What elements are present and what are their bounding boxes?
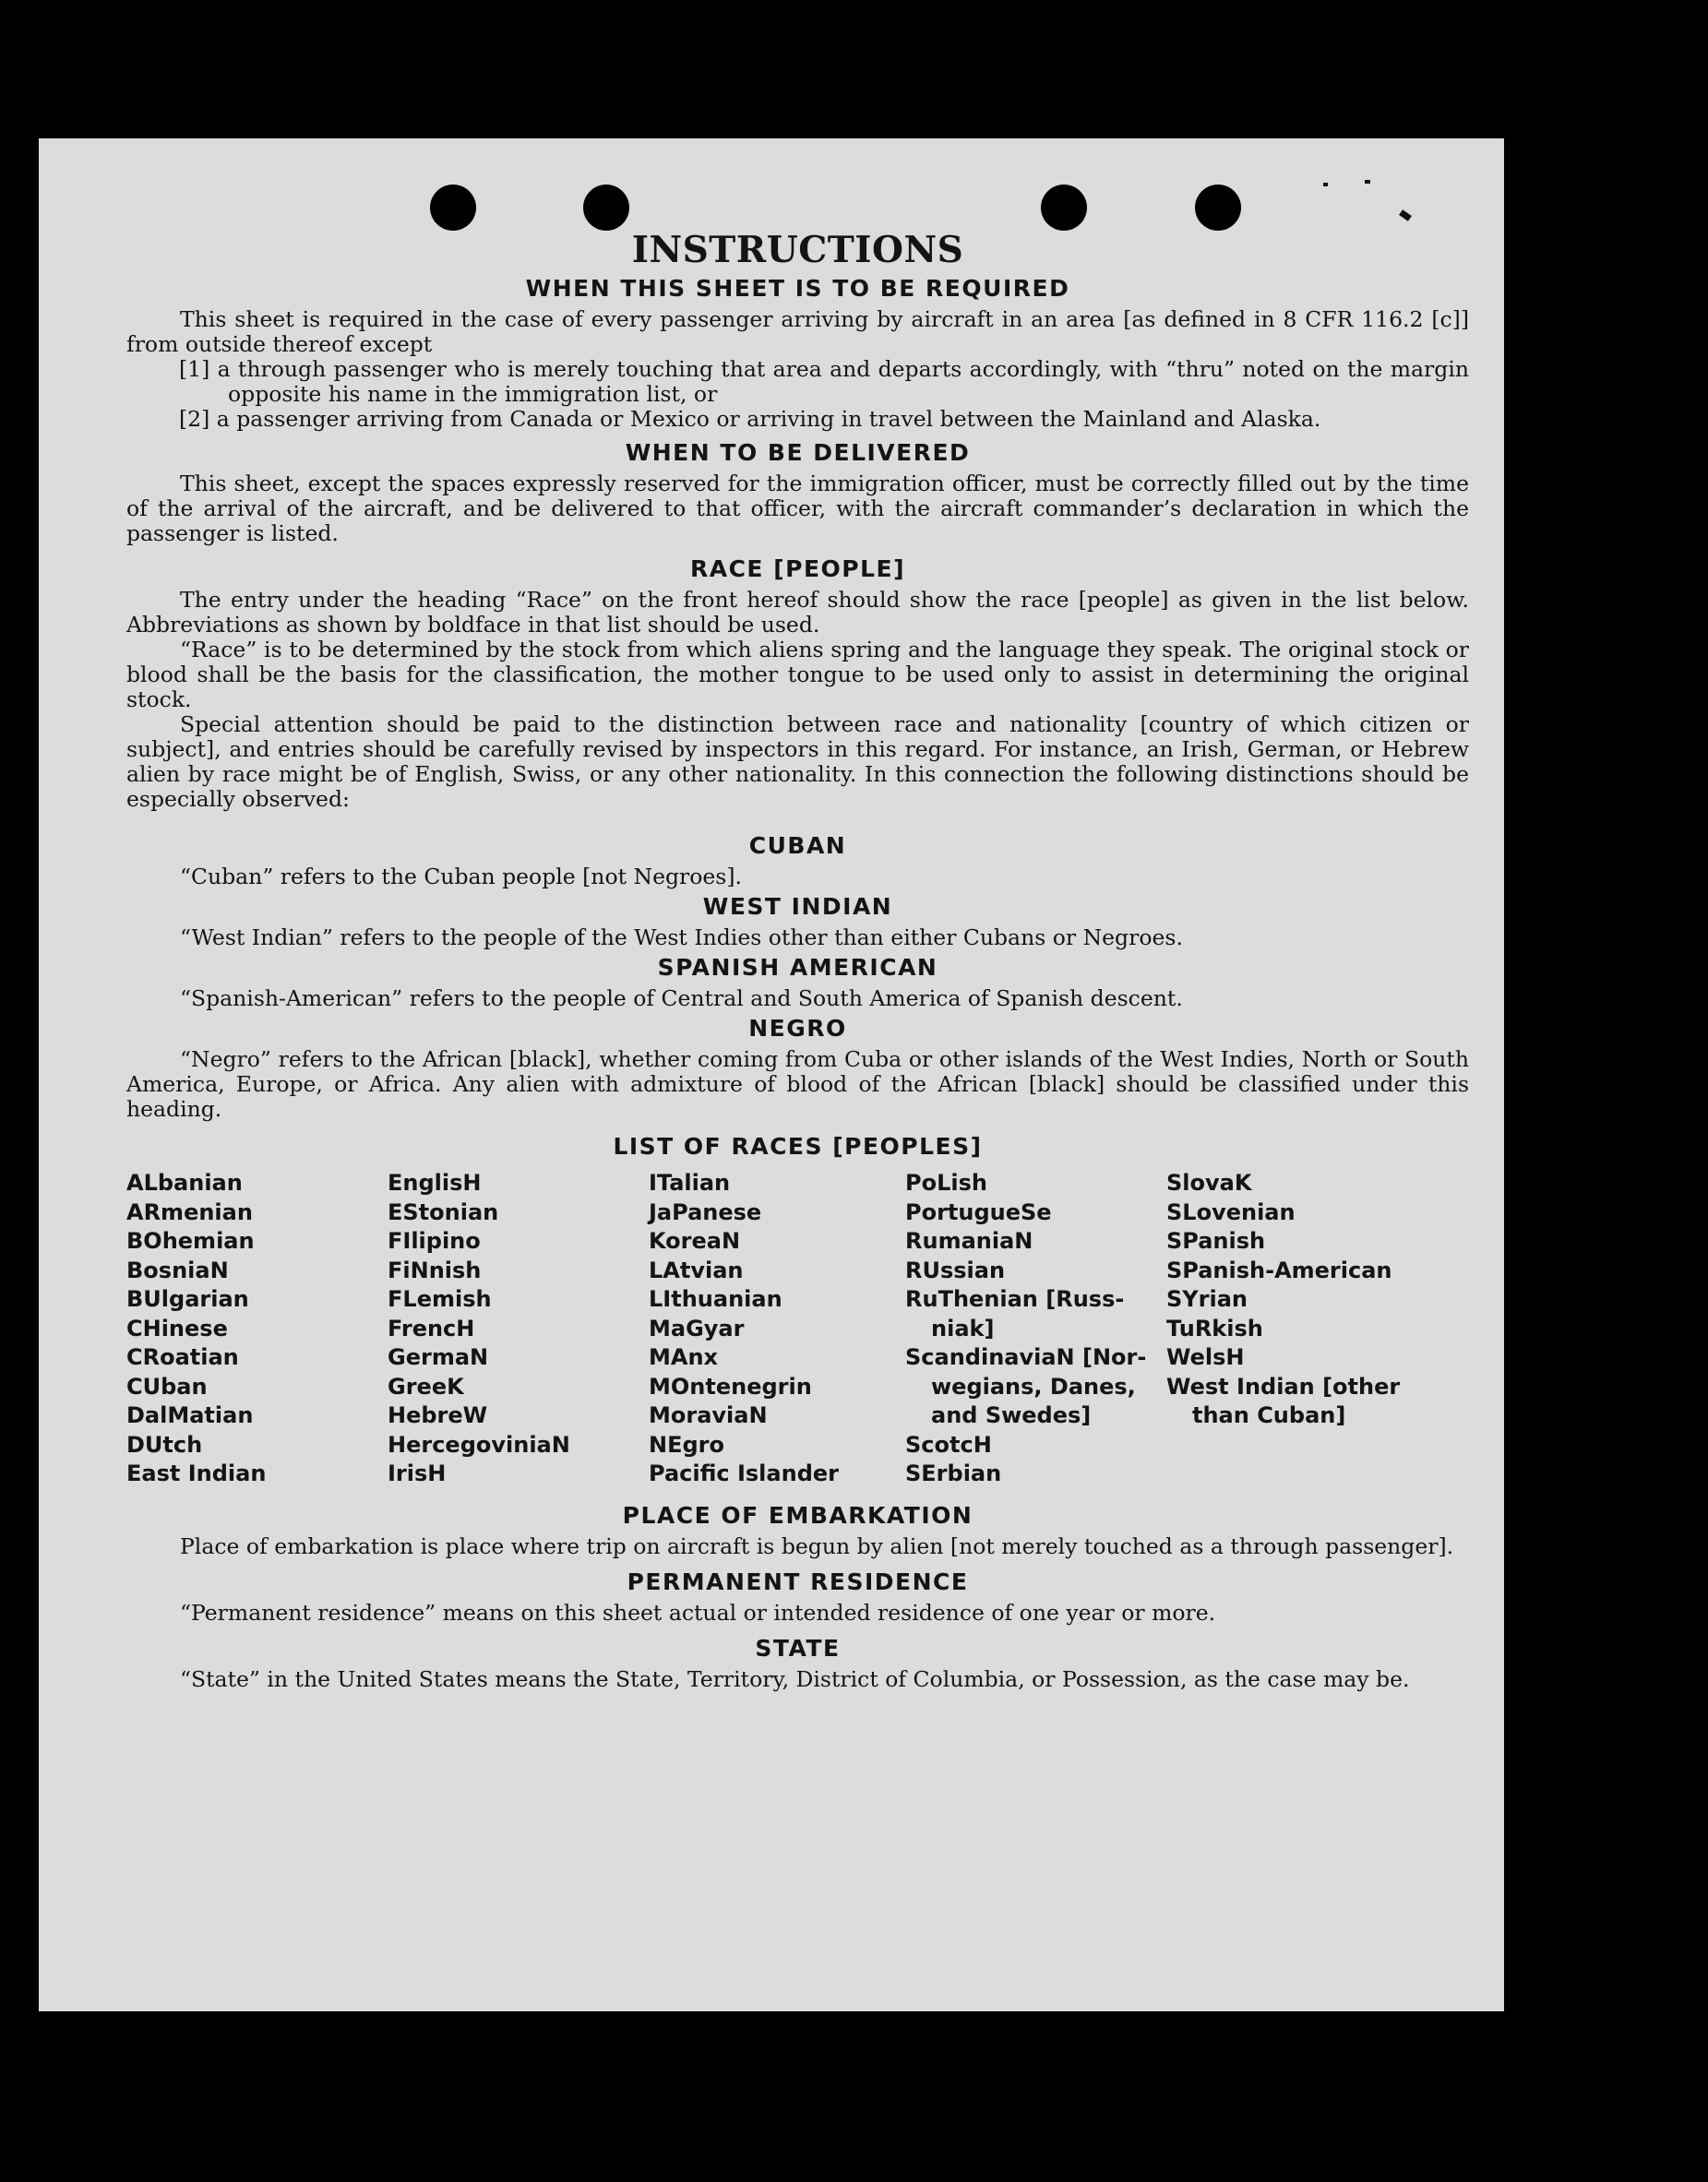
race-item: GermaN	[388, 1344, 489, 1370]
race-item: DUtch	[126, 1431, 203, 1458]
race-item: ITalian	[649, 1170, 731, 1196]
race-column-5	[1166, 1169, 1443, 1489]
race-paragraph-3: Special attention should be paid to the distinction between race and nationality [country of which citizen or subject], and entries should be carefully revised by inspectors in this regard. For instance, an Irish, German, or Hebrew alien by race might be of English, Swiss, or any other nationality. In this connection the following distinctions should be especially observed:	[126, 711, 1469, 812]
race-item: SYrian	[1166, 1286, 1248, 1312]
cuban-text: “Cuban” refers to the Cuban people [not Negroes].	[180, 864, 743, 889]
delivered-text: This sheet, except the spaces expressly reserved for the immigration officer, must be correctly filled out by the time of the arrival of the aircraft, and be delivered to that officer, with the aircraft commander’s declaration in which the passenger is listed.	[126, 471, 1469, 546]
race-item: NEgro	[649, 1431, 724, 1458]
race-item: SlovaK	[1166, 1170, 1252, 1196]
race-item: ALbanian	[126, 1170, 243, 1196]
race-item: RumaniaN	[905, 1228, 1033, 1254]
race-column-4	[905, 1169, 1166, 1489]
race-item: SPanish-American	[1166, 1257, 1392, 1283]
west-indian-heading: WEST INDIAN	[702, 893, 893, 920]
race-list	[126, 1169, 1469, 1489]
document-sheet	[39, 138, 1504, 2011]
race-item: HercegoviniaN	[388, 1431, 570, 1458]
race-item: PortugueSe	[905, 1198, 1052, 1225]
race-item: ScotcH	[905, 1431, 992, 1458]
race-item: SErbian	[905, 1461, 1002, 1486]
race-item: West Indian [other	[1166, 1373, 1401, 1400]
race-item: CUban	[126, 1373, 208, 1400]
embarkation-text: Place of embarkation is place where trip on aircraft is begun by alien [not merely touched as a through passenger].	[180, 1532, 1454, 1559]
instructions-content	[126, 229, 1469, 1692]
required-item-1: [1] a through passenger who is merely touching that area and departs accordingly, with “thru” noted on the margin opposite his name in the immigration list, or	[179, 356, 1469, 407]
race-item: FLemish	[388, 1286, 492, 1312]
race-item: WelsH	[1166, 1344, 1245, 1370]
race-item: FrencH	[388, 1315, 475, 1341]
race-column-1	[126, 1169, 388, 1489]
punch-hole	[583, 185, 629, 231]
race-item: ARmenian	[126, 1198, 253, 1225]
required-heading: WHEN THIS SHEET IS TO BE REQUIRED	[525, 275, 1070, 302]
spanish-american-heading: SPANISH AMERICAN	[657, 954, 938, 981]
spanish-american-text: “Spanish-American” refers to the people of Central and South America of Spanish descent.	[180, 985, 1183, 1011]
race-item: wegians, Danes,	[931, 1373, 1136, 1400]
race-item: East Indian	[126, 1461, 267, 1486]
race-item: niak]	[931, 1315, 995, 1341]
race-item: IrisH	[388, 1461, 447, 1486]
race-item: and Swedes]	[931, 1402, 1092, 1428]
race-item: KoreaN	[649, 1228, 741, 1254]
race-column-2	[388, 1169, 649, 1489]
race-item: FIlipino	[388, 1228, 481, 1254]
punch-hole	[430, 185, 476, 231]
race-item: BUlgarian	[126, 1286, 249, 1312]
race-paragraph-2: “Race” is to be determined by the stock from which aliens spring and the language they speak. The original stock or blood shall be the basis for the classification, the mother tongue to be used only to assist in determining the original stock.	[126, 637, 1469, 712]
required-intro: This sheet is required in the case of every passenger arriving by aircraft in an area [as defined in 8 CFR 116.2 [c]] from outside thereof except	[126, 306, 1469, 357]
race-item: FiNnish	[388, 1257, 482, 1283]
race-item: MaGyar	[649, 1315, 745, 1341]
race-item: GreeK	[388, 1373, 464, 1400]
race-item: BosniaN	[126, 1257, 229, 1283]
race-item: TuRkish	[1166, 1315, 1263, 1341]
race-item: RUssian	[905, 1257, 1006, 1283]
race-item: MOntenegrin	[649, 1373, 812, 1400]
race-item: LIthuanian	[649, 1286, 782, 1312]
race-item: HebreW	[388, 1402, 488, 1428]
race-item: EnglisH	[388, 1170, 482, 1196]
race-list-heading: LIST OF RACES [PEOPLES]	[613, 1133, 983, 1160]
race-heading: RACE [PEOPLE]	[689, 555, 906, 582]
state-text: “State” in the United States means the State, Territory, District of Columbia, or Possession, as the case may be.	[180, 1665, 1410, 1692]
residence-heading: PERMANENT RESIDENCE	[627, 1568, 969, 1595]
ink-mark	[1365, 180, 1370, 184]
residence-text: “Permanent residence” means on this sheet actual or intended residence of one year or more.	[180, 1599, 1216, 1626]
negro-text: “Negro” refers to the African [black], whether coming from Cuba or other islands of the West Indies, North or South America, Europe, or Africa. Any alien with admixture of blood of the African [black] should be classified under this heading.	[126, 1046, 1469, 1122]
punch-hole	[1041, 185, 1087, 231]
race-item: JaPanese	[649, 1198, 762, 1225]
race-item: RuThenian [Russ-	[905, 1286, 1125, 1312]
race-item: ScandinaviaN [Nor-	[905, 1344, 1147, 1370]
race-paragraph-1: The entry under the heading “Race” on the front hereof should show the race [people] as given in the list below. Abbreviations as shown by boldface in that list should be used.	[126, 587, 1469, 638]
required-item-2: [2] a passenger arriving from Canada or Mexico or arriving in travel between the Mainland and Alaska.	[179, 406, 1321, 432]
race-item: EStonian	[388, 1198, 499, 1225]
delivered-heading: WHEN TO BE DELIVERED	[625, 439, 971, 466]
race-item: CHinese	[126, 1315, 228, 1341]
race-item: DalMatian	[126, 1402, 254, 1428]
race-item: LAtvian	[649, 1257, 744, 1283]
race-item: than Cuban]	[1192, 1402, 1346, 1428]
state-heading: STATE	[755, 1634, 841, 1662]
race-item: Pacific Islander	[649, 1461, 839, 1486]
page-title: INSTRUCTIONS	[631, 229, 964, 271]
embarkation-heading: PLACE OF EMBARKATION	[622, 1501, 973, 1529]
race-item: MoraviaN	[649, 1402, 768, 1428]
race-item: CRoatian	[126, 1344, 239, 1370]
negro-heading: NEGRO	[748, 1015, 847, 1042]
race-item: PoLish	[905, 1170, 987, 1196]
race-item: MAnx	[649, 1344, 719, 1370]
punch-hole	[1195, 185, 1241, 231]
cuban-heading: CUBAN	[748, 832, 847, 859]
ink-mark	[1399, 209, 1412, 221]
race-item: BOhemian	[126, 1228, 255, 1254]
race-item: SPanish	[1166, 1228, 1266, 1254]
west-indian-text: “West Indian” refers to the people of the West Indies other than either Cubans or Negroes.	[180, 924, 1183, 950]
ink-mark	[1323, 183, 1328, 186]
race-column-3	[649, 1169, 905, 1489]
race-item: SLovenian	[1166, 1198, 1296, 1225]
